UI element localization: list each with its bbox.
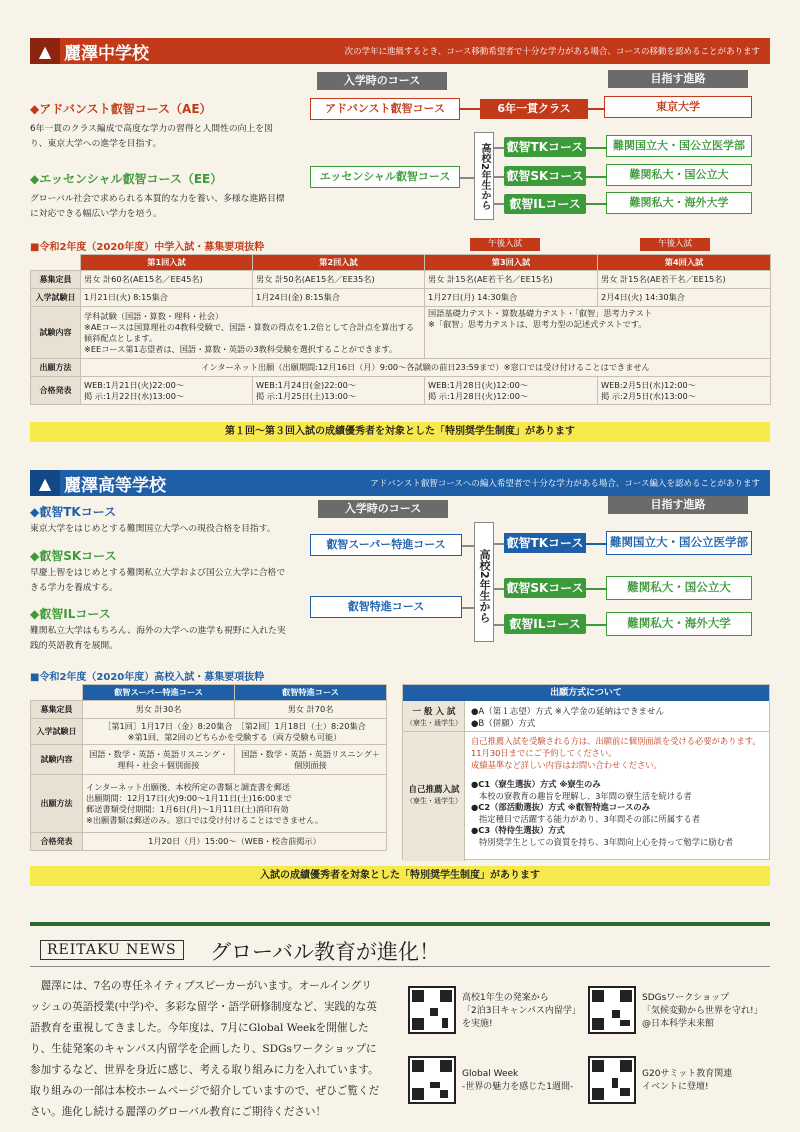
school-logo-icon: ▲ bbox=[30, 38, 60, 64]
exam-content-a: 学科試験（国語・算数・理科・社会） ※AEコースは国算理社の4教科受験で、国語・算数の得点を1.2倍として合計点を算出する傾斜配点とします。 ※EEコース第1志望者は、国語・算数・英語の3教科受験を選択することができます。 bbox=[81, 307, 425, 359]
row-label: 募集定員 bbox=[31, 271, 81, 289]
cell: WEB:1月24日(金)22:00〜 掲 示:1月25日(土)13:00〜 bbox=[253, 377, 425, 405]
hs-tokushin-box: 叡智特進コース bbox=[310, 596, 462, 618]
hs-tk-desc: 東京大学をはじめとする難関国立大学への現役合格を目指す。 bbox=[30, 524, 276, 534]
jh-sk-box: 叡智SKコース bbox=[504, 166, 586, 186]
hs-entry-course-header: 入学時のコース bbox=[318, 500, 448, 518]
jh-course-ae-desc: 6年一貫のクラス編成で高度な学力の習得と人間性の向上を図り、東京大学への進学を目指す。 bbox=[30, 124, 273, 149]
jh-table bbox=[30, 254, 771, 405]
hs-shutsugan: インターネット出願後、本校所定の書類と調査書を郵送 出願期間：12月17日(火)9:00〜1月11日(土)16:00まで 郵送書類受付期間：1月6日(月)〜1月11日(土)消印有効 ※出願書類は郵送のみ。窓口では受け付けることはできません。 bbox=[83, 775, 387, 833]
cell: 国語・数学・英語・英語リスニング＋個別面接 bbox=[235, 745, 387, 775]
jh-col-2: 第2回入試 bbox=[253, 255, 425, 271]
row-label: 合格発表 bbox=[31, 377, 81, 405]
jh-header bbox=[30, 38, 770, 64]
jh-col-1: 第1回入試 bbox=[81, 255, 253, 271]
cell: WEB:1月21日(火)22:00〜 掲 示:1月22日(水)13:00〜 bbox=[81, 377, 253, 405]
cell: 男女 計30名 bbox=[83, 701, 235, 719]
jh-title: 麗澤中学校 bbox=[64, 43, 149, 64]
hs-jiko-label: 自己推薦入試 （寮生・通学生） bbox=[406, 785, 462, 805]
hs-tk-box: 叡智TKコース bbox=[504, 533, 586, 553]
row-label: 入学試験日 bbox=[31, 289, 81, 307]
hs-method-title: 出願方式について bbox=[403, 685, 769, 701]
hs-il-box: 叡智ILコース bbox=[504, 614, 586, 634]
cell: 男女 計15名(AE若干名／EE15名) bbox=[598, 271, 771, 289]
jh-tk-box: 叡智TKコース bbox=[504, 137, 586, 157]
hs-ippan-a: ●A（第１志望）方式 ※入学金の延納はできません bbox=[471, 707, 665, 717]
jh-goal-il: 難関私大・海外大学 bbox=[606, 192, 752, 214]
cell: 1月21日(火) 8:15集合 bbox=[81, 289, 253, 307]
jh-goal-header: 目指す進路 bbox=[608, 70, 748, 88]
row-label: 入学試験日 bbox=[31, 719, 83, 745]
hs-goal-header: 目指す進路 bbox=[608, 496, 748, 514]
qr-code-icon[interactable] bbox=[588, 1056, 636, 1104]
news-label: REITAKU NEWS bbox=[40, 940, 184, 960]
jh-goal-sk: 難関私大・国公立大 bbox=[606, 164, 752, 186]
hs-col-2: 叡智特進コース bbox=[235, 685, 387, 701]
qr-caption-3: Global Week -世界の魅力を感じた1週間- bbox=[462, 1069, 574, 1092]
jh-ae-box: アドバンスト叡智コース bbox=[310, 98, 460, 120]
jh-scholarship-banner: 第１回〜第３回入試の成績優秀者を対象とした「特別奨学生制度」があります bbox=[30, 422, 770, 442]
hs-exam-dates: ［第1回］1月17日（金）8:20集合 ［第2回］1月18日（土）8:20集合 ※第1回、第2回のどちらかを受験する（両方受験も可能） bbox=[83, 719, 387, 745]
hs-il-title: ◆叡智ILコース bbox=[30, 607, 111, 621]
jh-tag-pm1: 午後入試 bbox=[470, 238, 540, 251]
jh-table-title: ■令和2年度（2020年度）中学入試・募集要項抜粋 bbox=[30, 242, 265, 253]
hs-goal-il: 難関私大・海外大学 bbox=[606, 612, 752, 636]
jh-course-ee-title: ◆エッセンシャル叡智コース（EE） bbox=[30, 172, 223, 186]
qr-code-icon[interactable] bbox=[408, 1056, 456, 1104]
hs-header bbox=[30, 470, 770, 496]
qr-code-icon[interactable] bbox=[588, 986, 636, 1034]
hs-ippan-label: 一 般 入 試 （寮生・通学生） bbox=[406, 707, 462, 727]
jh-goal-tk: 難関国立大・国公立医学部 bbox=[606, 135, 752, 157]
row-label: 出願方法 bbox=[31, 775, 83, 833]
news-body: 麗澤には、7名の専任ネイティブスピーカーがいます。オールイングリッシュの英語授業(中学)や、多彩な留学・語学研修制度など、実践的な英語教育を重視してきました。今年度は、7月にGlobal Weekを開催したり、生徒発案のキャンパス内留学を企画したり、SDGsワークショップに参加するなど、世界を身近に感じ、考える取り組みに力を入れています。 取り組みの一部は本校ホームページで紹介していますので、ぜひご覧ください。進化し続ける麗澤のグローバル教育にご期待ください！ bbox=[30, 980, 385, 1118]
jh-note: 次の学年に進級するとき、コース移動希望者で十分な学力がある場合、コースの移動を認めることがあります bbox=[344, 47, 760, 57]
jh-course-ee-desc: グローバル社会で求められる本質的な力を養い、多様な進路目標に対応できる幅広い学力を培う。 bbox=[30, 194, 285, 219]
cell: 男女 計15名(AE若干名／EE15名) bbox=[425, 271, 598, 289]
qr-caption-4: G20サミット教育関連 イベントに登壇! bbox=[642, 1069, 733, 1092]
jh-course-ae-title: ◆アドバンスト叡智コース（AE） bbox=[30, 102, 212, 116]
hs-red-note: 自己推薦入試を受験される方は、出願前に個別面談を受ける必要があります。11月30日までにご予約してください。 成績基準など詳しい内容はお問い合わせください。 bbox=[471, 736, 761, 770]
jh-six-year-class: 6年一貫クラス bbox=[480, 99, 588, 119]
exam-content-b: 国語基礎力テスト・算数基礎力テスト・「叡智」思考力テスト ※「叡智」思考力テストは、思考力型の記述式テストです。 bbox=[425, 307, 771, 359]
jh-col-3: 第3回入試 bbox=[425, 255, 598, 271]
cell: 1月24日(金) 8:15集合 bbox=[253, 289, 425, 307]
hs-split-label: 高校2年生から bbox=[474, 522, 494, 642]
news-headline: グローバル教育が進化！ bbox=[210, 940, 440, 964]
hs-il-desc: 難関私立大学はもちろん、海外の大学への進学も視野に入れた実践的英語教育を展開。 bbox=[30, 626, 286, 651]
row-label: 試験内容 bbox=[31, 307, 81, 359]
cell: 男女 計70名 bbox=[235, 701, 387, 719]
cell: 国語・数学・英語・英語リスニング・理科・社会＋個別面接 bbox=[83, 745, 235, 775]
row-label: 募集定員 bbox=[31, 701, 83, 719]
row-label: 出願方法 bbox=[31, 359, 81, 377]
jh-il-box: 叡智ILコース bbox=[504, 194, 586, 214]
hs-tk-title: ◆叡智TKコース bbox=[30, 505, 117, 519]
school-logo-icon: ▲ bbox=[30, 470, 60, 496]
hs-table-title: ■令和2年度（2020年度）高校入試・募集要項抜粋 bbox=[30, 672, 265, 683]
hs-super-box: 叡智スーパー特進コース bbox=[310, 534, 462, 556]
hs-happyo: 1月20日（月）15:00〜（WEB・校舎前掲示） bbox=[83, 833, 387, 851]
row-label: 試験内容 bbox=[31, 745, 83, 775]
jh-ee-box: エッセンシャル叡智コース bbox=[310, 166, 460, 188]
hs-c-methods: ●C1（寮生選抜）方式 ※寮生のみ 本校の寮教育の趣旨を理解し、3年間の寮生活を続ける者 ●C2（部活動選抜）方式 ※叡智特進コースのみ 指定種目で活躍する能力があり、3年間その部に所属する者 ●C3（特待生選抜）方式 特別奨学生としての資質を持ち、3年間向上心を持って勉学に励む者 bbox=[471, 779, 734, 847]
cell: 2月4日(火) 14:30集合 bbox=[598, 289, 771, 307]
qr-caption-2: SDGsワークショップ 「気候変動から世界を守れ!」 @日本科学未来館 bbox=[642, 993, 763, 1029]
row-label: 合格発表 bbox=[31, 833, 83, 851]
hs-col-1: 叡智スーパー特進コース bbox=[83, 685, 235, 701]
jh-entry-course-header: 入学時のコース bbox=[317, 72, 447, 90]
jh-col-4: 第4回入試 bbox=[598, 255, 771, 271]
jh-split-label: 高校2年生から bbox=[474, 132, 494, 220]
hs-method-box bbox=[402, 684, 770, 860]
hs-scholarship-banner: 入試の成績優秀者を対象とした「特別奨学生制度」があります bbox=[30, 866, 770, 886]
hs-ippan-b: ●B（併願）方式 bbox=[471, 719, 536, 729]
hs-sk-box: 叡智SKコース bbox=[504, 578, 586, 598]
hs-note: アドバンスト叡智コースへの編入希望者で十分な学力がある場合、コース編入を認めることがあります bbox=[370, 479, 760, 489]
qr-caption-1: 高校1年生の発案から 「2泊3日キャンパス内留学」 を実施! bbox=[462, 993, 581, 1029]
cell: 男女 計60名(AE15名／EE45名) bbox=[81, 271, 253, 289]
jh-tag-pm2: 午後入試 bbox=[640, 238, 710, 251]
cell: WEB:2月5日(水)12:00〜 掲 示:2月5日(水)13:00〜 bbox=[598, 377, 771, 405]
hs-table bbox=[30, 684, 387, 851]
hs-sk-desc: 早慶上智をはじめとする難関私立大学および国公立大学に合格できる学力を養成する。 bbox=[30, 568, 286, 593]
hs-goal-sk: 難関私大・国公立大 bbox=[606, 576, 752, 600]
jh-goal-todai: 東京大学 bbox=[604, 96, 752, 118]
hs-title: 麗澤高等学校 bbox=[64, 475, 166, 496]
cell: WEB:1月28日(火)12:00〜 掲 示:1月28日(火)12:00〜 bbox=[425, 377, 598, 405]
qr-code-icon[interactable] bbox=[408, 986, 456, 1034]
cell: 1月27日(月) 14:30集合 bbox=[425, 289, 598, 307]
cell: 男女 計50名(AE15名／EE35名) bbox=[253, 271, 425, 289]
hs-goal-tk: 難関国立大・国公立医学部 bbox=[606, 531, 752, 555]
jh-shutsugan: インターネット出願（出願期間:12月16日（月）9:00〜各試験の前日23:59まで）※窓口では受け付けることはできません bbox=[81, 359, 771, 377]
hs-sk-title: ◆叡智SKコース bbox=[30, 549, 117, 563]
